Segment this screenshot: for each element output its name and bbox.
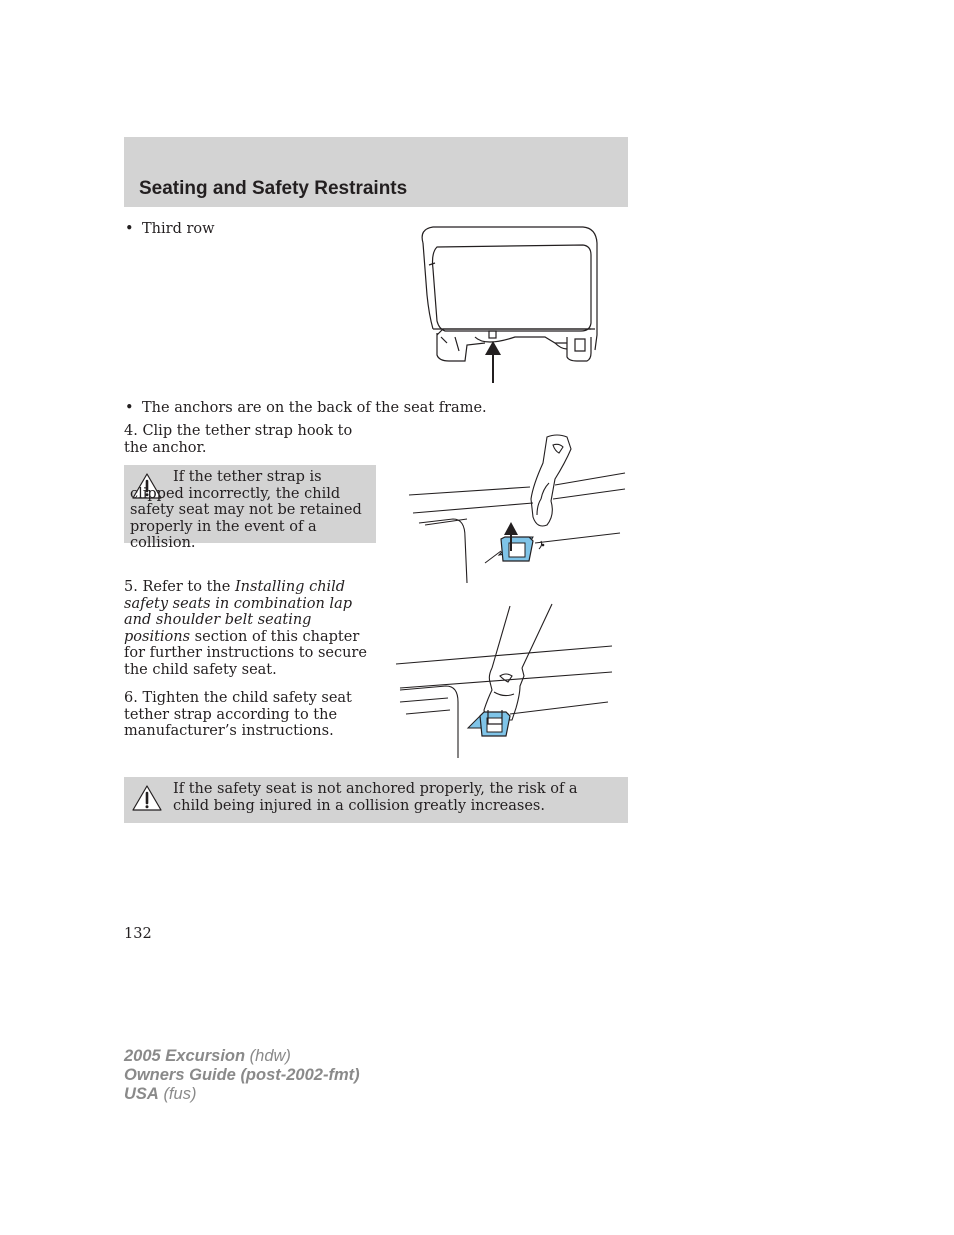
warning-anchored-text: If the safety seat is not anchored properly, the risk of a child being injured in a collision greatly increases. <box>173 781 578 814</box>
footer-model-code: (hdw) <box>249 1047 291 1065</box>
tether-hook-illustration <box>405 433 630 585</box>
bullet-third-row: • Third row <box>125 221 215 237</box>
section-title: Seating and Safety Restraints <box>139 178 408 199</box>
section-header <box>124 137 628 207</box>
step-4: 4. Clip the tether strap hook to the anchor. <box>124 423 353 456</box>
footer-line-market <box>124 1085 360 1104</box>
step-5-section-reference: Installing child safety seats in combination lap and shoulder belt seating positions <box>124 579 352 645</box>
warning-tether-text: If the tether strap is clipped incorrectly, the child safety seat may not be retained properly in the event of a collision. <box>130 469 362 551</box>
footer-market-code: (fus) <box>163 1085 197 1103</box>
step-6: 6. Tighten the child safety seat tether strap according to the manufacturer’s instructions. <box>124 690 352 739</box>
bullet-anchors-text: The anchors are on the back of the seat frame. <box>142 400 487 416</box>
bullet-anchors: • The anchors are on the back of the seat frame. <box>125 400 487 416</box>
footer-model: 2005 Excursion <box>124 1047 246 1065</box>
footer-guide: Owners Guide (post-2002-fmt) <box>124 1066 360 1084</box>
warning-box-anchored <box>124 777 628 823</box>
step-5 <box>124 579 374 678</box>
document-footer <box>124 1047 360 1104</box>
footer-line-guide <box>124 1066 360 1085</box>
warning-box-tether <box>124 465 376 551</box>
bullet-third-row-text: Third row <box>142 221 215 237</box>
third-row-seat-illustration <box>415 225 600 385</box>
footer-line-model <box>124 1047 360 1066</box>
page-number: 132 <box>124 926 152 942</box>
tether-attached-illustration <box>392 602 617 762</box>
warning-triangle-icon <box>132 785 162 811</box>
step-5-prefix: 5. Refer to the <box>124 579 235 595</box>
step-5-suffix: section of this chapter for further instructions to secure the child safety seat. <box>124 628 367 678</box>
footer-market: USA <box>124 1085 159 1103</box>
